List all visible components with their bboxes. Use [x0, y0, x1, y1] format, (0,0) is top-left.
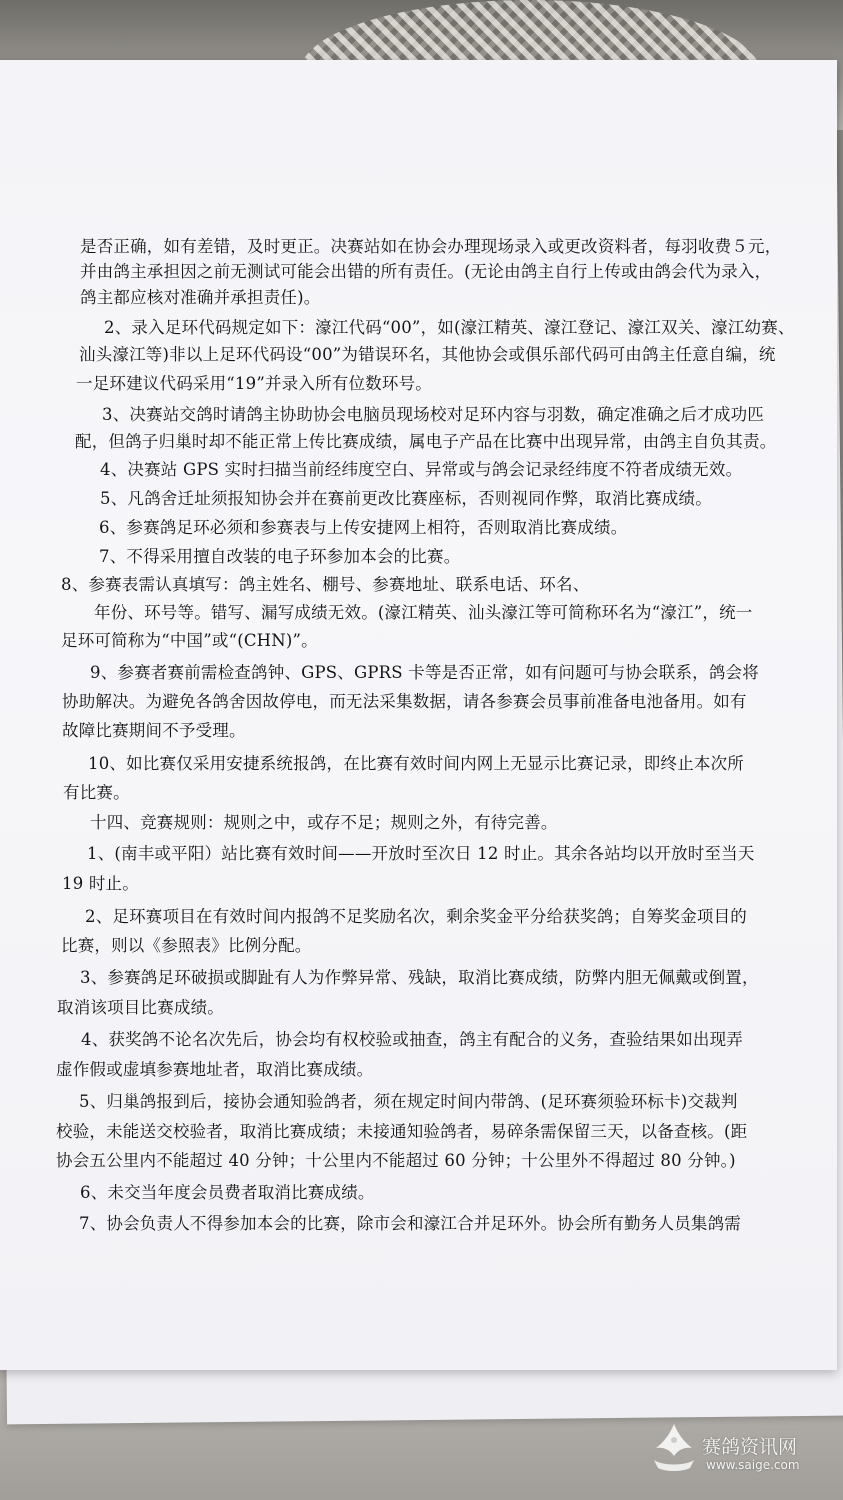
- watermark-title: 赛鸽资讯网: [702, 1436, 798, 1458]
- text-line: 虚作假或虚填参赛地址者，取消比赛成绩。: [56, 1060, 374, 1079]
- text-line: 汕头濠江等)非以上足环代码设“00”为错误环名，其他协会或俱乐部代码可由鸽主任意自编，统: [79, 345, 776, 364]
- text-line: 5、凡鸽舍迁址须报知协会并在赛前更改比赛座标，否则视同作弊，取消比赛成绩。: [100, 489, 712, 508]
- text-line: 7、不得采用擅自改装的电子环参加本会的比赛。: [99, 547, 461, 566]
- text-line: 一足环建议代码采用“19”并录入所有位数环号。: [76, 374, 432, 393]
- text-line: 协会五公里内不能超过 40 分钟；十公里内不能超过 60 分钟；十公里外不得超过 80 分钟。): [56, 1151, 736, 1170]
- text-line: 2、录入足环代码规定如下：濠江代码“00”，如(濠江精英、濠江登记、濠江双关、濠江幼赛、: [104, 318, 795, 337]
- text-line: 8、参赛表需认真填写：鸽主姓名、棚号、参赛地址、联系电话、环名、: [61, 575, 590, 594]
- text-line: 6、未交当年度会员费者取消比赛成绩。: [80, 1183, 375, 1202]
- text-line: 3、决赛站交鸽时请鸽主协助协会电脑员现场校对足环内容与羽数，确定准确之后才成功匹: [102, 405, 764, 424]
- text-line: 年份、环号等。错写、漏写成绩无效。(濠江精英、汕头濠江等可简称环名为“濠江”，统一: [94, 603, 753, 622]
- text-line: 19 时止。: [62, 874, 139, 893]
- text-line: 4、获奖鸽不论名次先后，协会均有权校验或抽查，鸽主有配合的义务，查验结果如出现弄: [81, 1030, 743, 1049]
- section-heading: 十四、竞赛规则：规则之中，或存不足；规则之外，有待完善。: [90, 813, 558, 832]
- text-line: 5、归巢鸽报到后，接协会通知验鸽者，须在规定时间内带鸽、(足环赛须验环标卡)交裁判: [79, 1092, 738, 1111]
- text-line: 3、参赛鸽足环破损或脚趾有人为作弊异常、残缺，取消比赛成绩，防弊内胆无佩戴或倒置，: [80, 968, 759, 987]
- text-line: 4、决赛站 GPS 实时扫描当前经纬度空白、异常或与鸽会记录经纬度不符者成绩无效。: [100, 460, 743, 479]
- text-line: 足环可简称为“中国”或“(CHN)”。: [61, 631, 318, 650]
- text-line: 10、如比赛仅采用安捷系统报鸽，在比赛有效时间内网上无显示比赛记录，即终止本次所: [88, 754, 744, 773]
- text-line: 鸽主都应核对准确并承担责任)。: [80, 288, 321, 307]
- text-line: 9、参赛者赛前需检查鸽钟、GPS、GPRS 卡等是否正常，如有问题可与协会联系，鸽会将: [90, 663, 759, 682]
- text-line: 有比赛。: [63, 783, 130, 802]
- text-line: 是否正确，如有差错，及时更正。决赛站如在协会办理现场录入或更改资料者，每羽收费５元，: [80, 237, 782, 256]
- text-line: 1、(南丰或平阳）站比赛有效时间——开放时至次日 12 时止。其余各站均以开放时至当天: [87, 844, 755, 863]
- text-line: 6、参赛鸽足环必须和参赛表与上传安捷网上相符，否则取消比赛成绩。: [99, 518, 628, 537]
- text-line: 协助解决。为避免各鸽舍因故停电，而无法采集数据，请各参赛会员事前准备电池备用。如有: [62, 692, 747, 711]
- text-line: 取消该项目比赛成绩。: [57, 998, 224, 1017]
- text-line: 比赛，则以《参照表》比例分配。: [61, 936, 312, 955]
- site-watermark: [648, 1418, 828, 1488]
- text-line: 2、足环赛项目在有效时间内报鸽不足奖励名次，剩余奖金平分给获奖鸽；自筹奖金项目的: [85, 907, 747, 926]
- watermark-url: www.saige.com: [706, 1458, 800, 1472]
- text-line: 故障比赛期间不予受理。: [62, 721, 246, 740]
- text-line: 并由鸽主承担因之前无测试可能会出错的所有责任。(无论由鸽主自行上传或由鸽会代为录入，: [80, 262, 772, 281]
- text-line: 7、协会负责人不得参加本会的比赛，除市会和濠江合并足环外。协会所有勤务人员集鸽需: [79, 1214, 741, 1233]
- text-line: 配，但鸽子归巢时却不能正常上传比赛成绩，属电子产品在比赛中出现异常，由鸽主自负其责。: [75, 432, 777, 451]
- pigeon-sail-logo-icon: [648, 1420, 700, 1476]
- text-line: 校验，未能送交校验者，取消比赛成绩；未接通知验鸽者，易碎条需保留三天，以备查核。(距: [56, 1122, 748, 1141]
